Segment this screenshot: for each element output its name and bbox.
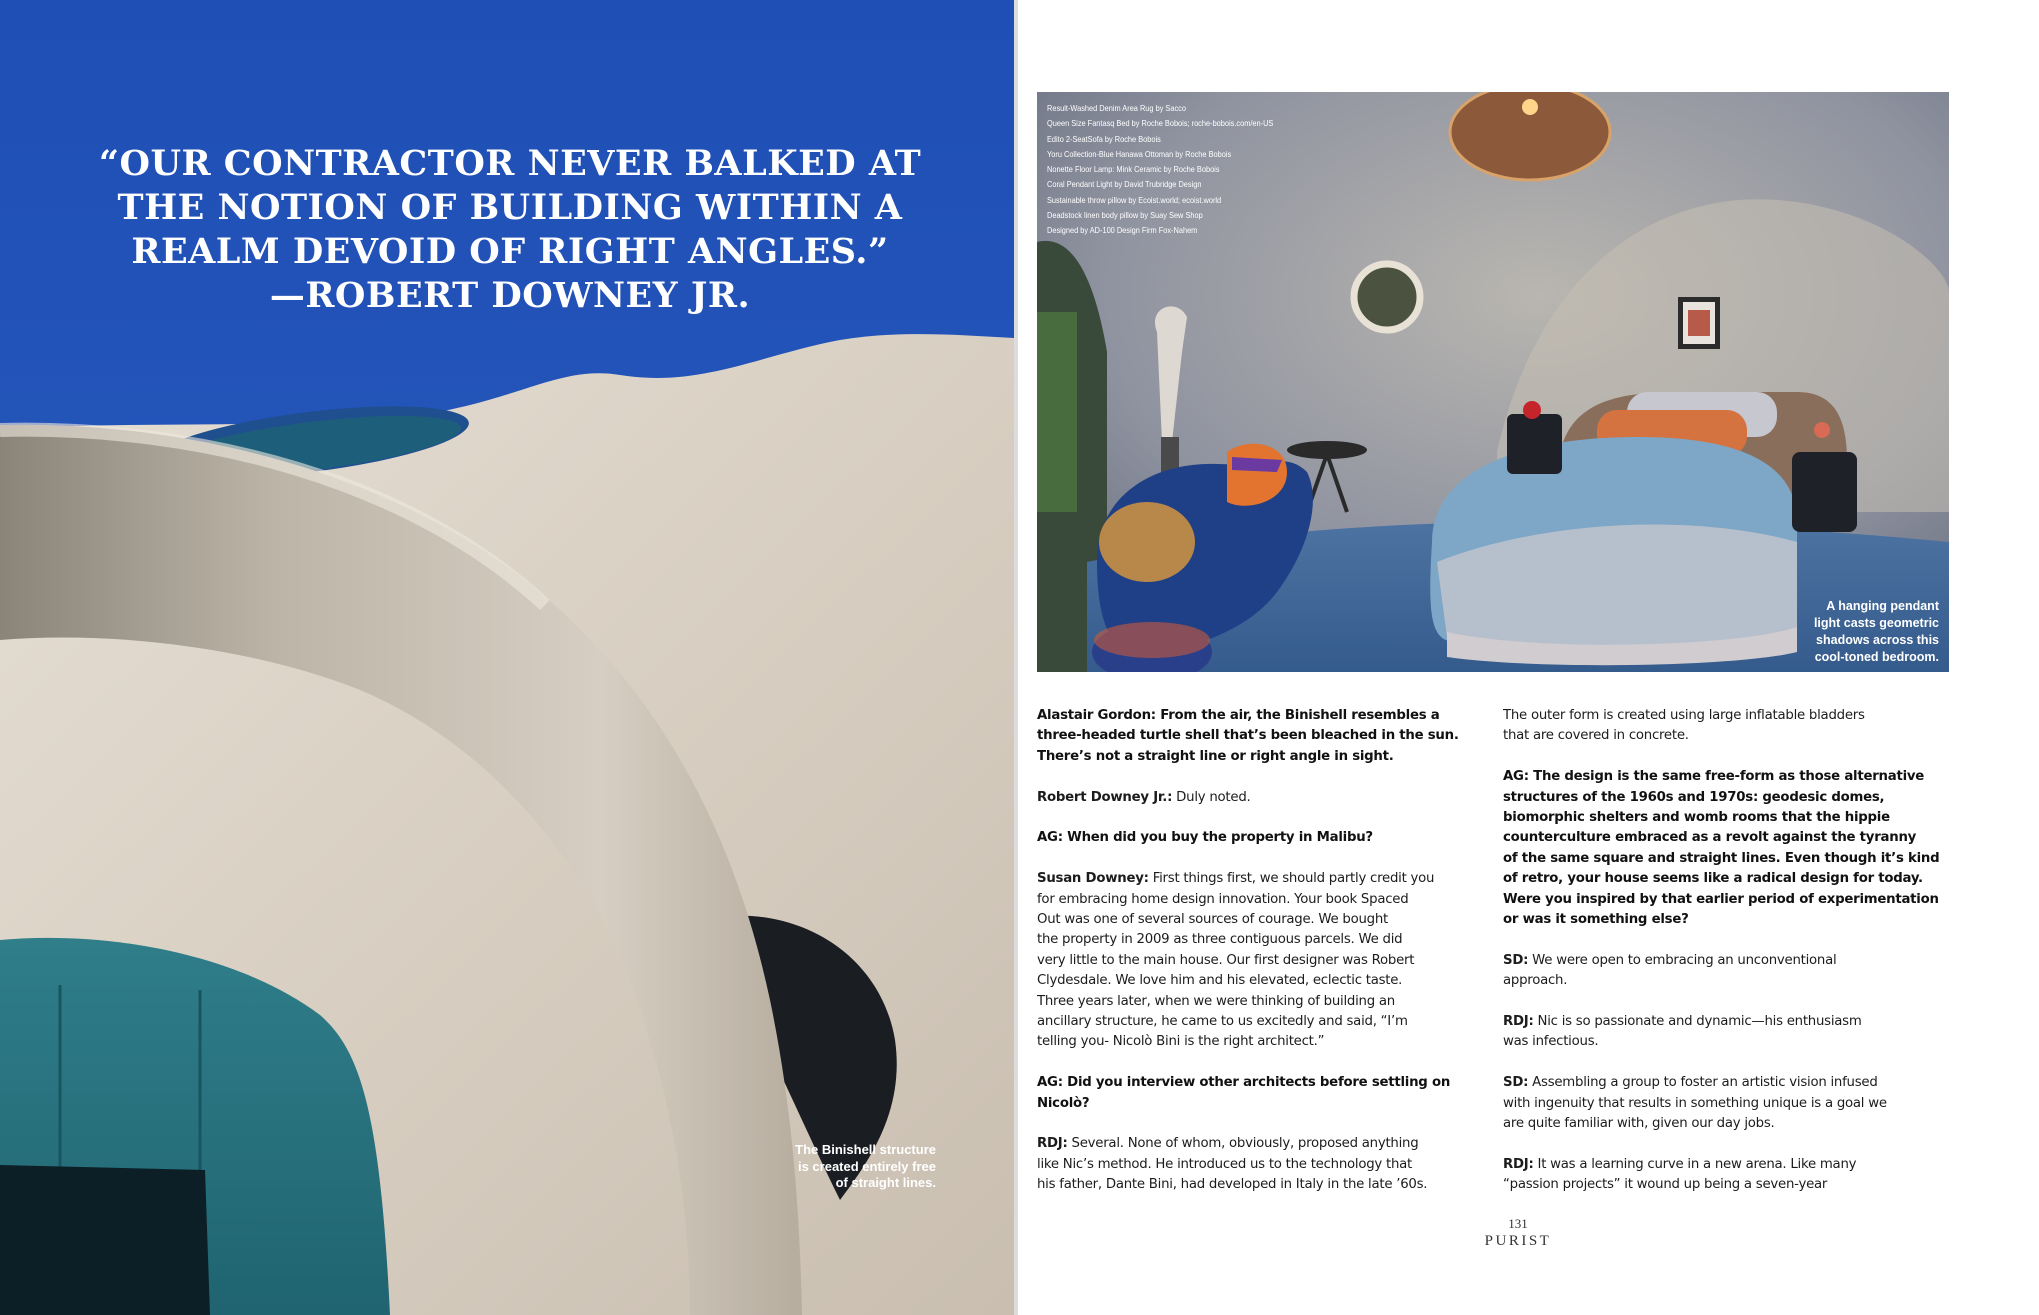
speaker-label: Robert Downey Jr.: xyxy=(1037,789,1173,805)
caption-line: cool-toned bedroom. xyxy=(1814,650,1939,664)
line-text: Several. None of whom, obviously, proposed anything xyxy=(1071,1136,1419,1152)
line-text: Assembling a group to foster an artistic vision infused xyxy=(1532,1075,1878,1091)
line-text: Alastair Gordon: From the air, the Binishell resembles a xyxy=(1037,708,1440,723)
line-text: that are covered in concrete. xyxy=(1503,728,1689,744)
interview-answer xyxy=(1503,951,1951,992)
text-line xyxy=(1037,971,1485,991)
interview-question xyxy=(1037,1073,1485,1114)
text-line xyxy=(1037,951,1485,971)
caption-line: light casts geometric xyxy=(1813,616,1939,630)
line-text: very little to the main house. Our first designer was Robert xyxy=(1037,952,1415,968)
line-text: approach. xyxy=(1503,973,1568,989)
caption-line: A hanging pendant xyxy=(1826,599,1939,613)
caption-line: shadows across this xyxy=(1816,633,1939,647)
text-line xyxy=(1037,1012,1485,1032)
text-line xyxy=(1037,788,1485,808)
interview-column-right xyxy=(1503,706,1951,1216)
text-line xyxy=(1503,951,1951,971)
line-text: structures of the 1960s and 1970s: geodesic domes, xyxy=(1503,789,1885,805)
speaker-label: Susan Downey: xyxy=(1037,871,1149,887)
right-page xyxy=(1018,0,2039,1315)
pull-quote-line: THE NOTION OF BUILDING WITHIN A xyxy=(117,187,903,228)
text-line xyxy=(1503,971,1951,991)
bedroom-caption xyxy=(1769,598,1939,666)
text-line xyxy=(1037,890,1485,910)
text-line xyxy=(1503,1114,1951,1134)
caption-line: is created entirely free xyxy=(797,1158,936,1174)
line-text: First things first, we should partly credit you xyxy=(1152,871,1435,887)
line-text: Were you inspired by that earlier period of experimentation xyxy=(1503,891,1939,907)
line-text: Nic is so passionate and dynamic—his enthusiasm xyxy=(1537,1014,1862,1030)
text-line xyxy=(1503,1175,1951,1195)
line-text: three-headed turtle shell that’s been bleached in the sun. xyxy=(1037,728,1459,744)
interview-answer xyxy=(1503,1155,1951,1196)
bedroom-photo xyxy=(1037,92,1949,672)
interview-column-left xyxy=(1037,706,1485,1216)
line-text: AG: When did you buy the property in Malibu? xyxy=(1037,830,1373,846)
line-text: like Nic’s method. He introduced us to the technology that xyxy=(1037,1156,1413,1172)
credit-line: Edito 2-SeatSofa by Roche Bobois xyxy=(1047,133,1161,144)
text-line xyxy=(1503,706,1951,726)
line-text: telling you- Nicolò Bini is the right architect.” xyxy=(1037,1034,1325,1050)
text-line xyxy=(1503,1094,1951,1114)
text-line xyxy=(1037,869,1485,889)
credit-line: Coral Pendant Light by David Trubridge Design xyxy=(1047,179,1202,190)
interview-answer xyxy=(1503,1012,1951,1053)
text-line xyxy=(1037,747,1485,767)
line-text: are quite familiar with, given our day jobs. xyxy=(1503,1116,1775,1132)
interview-answer xyxy=(1503,1073,1951,1134)
text-line xyxy=(1037,706,1485,726)
line-text: his father, Dante Bini, had developed in Italy in the late ’60s. xyxy=(1037,1177,1428,1193)
line-text: of the same square and straight lines. Even though it’s kind xyxy=(1503,850,1940,866)
text-line xyxy=(1503,1032,1951,1052)
line-text: was infectious. xyxy=(1503,1034,1599,1050)
line-text: There’s not a straight line or right angle in sight. xyxy=(1037,748,1394,764)
text-line xyxy=(1503,890,1951,910)
line-text: ancillary structure, he came to us excitedly and said, “I’m xyxy=(1037,1014,1408,1030)
text-line xyxy=(1037,726,1485,746)
text-line xyxy=(1503,1073,1951,1093)
interview-question xyxy=(1037,828,1485,848)
credit-line: Yoru Collection-Blue Hanawa Ottoman by Roche Bobois xyxy=(1047,148,1232,159)
line-text: the property in 2009 as three contiguous parcels. We did xyxy=(1037,932,1403,948)
interview-answer xyxy=(1037,788,1485,808)
line-text: with ingenuity that results in something unique is a goal we xyxy=(1503,1095,1887,1111)
caption-line: The Binishell structure xyxy=(795,1142,936,1157)
line-text: Duly noted. xyxy=(1176,789,1251,805)
page-number: 131 xyxy=(1508,1216,1528,1231)
text-line xyxy=(1037,828,1485,848)
line-text: AG: The design is the same free-form as those alternative xyxy=(1503,769,1925,785)
line-text: It was a learning curve in a new arena. Like many xyxy=(1537,1156,1857,1172)
line-text: Nicolò? xyxy=(1037,1095,1090,1111)
text-line xyxy=(1037,1134,1485,1154)
product-credits xyxy=(1047,101,1274,239)
line-text: of retro, your house seems like a radical design for today. xyxy=(1503,871,1923,887)
speaker-label: RDJ: xyxy=(1503,1014,1534,1030)
text-line xyxy=(1503,767,1951,787)
speaker-label: SD: xyxy=(1503,952,1529,968)
credit-line: Result-Washed Denim Area Rug by Sacco xyxy=(1047,103,1186,113)
text-line xyxy=(1037,1094,1485,1114)
pull-quote xyxy=(40,142,980,318)
text-line xyxy=(1503,849,1951,869)
photo-caption xyxy=(736,1142,936,1192)
text-line xyxy=(1503,1155,1951,1175)
line-text: The outer form is created using large inflatable bladders xyxy=(1503,708,1865,723)
text-line xyxy=(1037,1175,1485,1195)
line-text: Out was one of several sources of courage. We bought xyxy=(1037,912,1388,928)
pull-quote-line: “OUR CONTRACTOR NEVER BALKED AT xyxy=(98,143,922,184)
left-page xyxy=(0,0,1014,1315)
interview-question xyxy=(1037,706,1485,767)
line-text: “passion projects” it wound up being a seven-year xyxy=(1503,1177,1828,1193)
text-line xyxy=(1503,910,1951,930)
interview-answer xyxy=(1503,706,1951,747)
credit-line: Sustainable throw pillow by Ecoist.world; ecoist.world xyxy=(1047,194,1222,205)
line-text: Three years later, when we were thinking of building an xyxy=(1037,993,1395,1009)
line-text: We were open to embracing an unconventional xyxy=(1532,952,1837,968)
text-line xyxy=(1503,788,1951,808)
speaker-label: SD: xyxy=(1503,1075,1529,1091)
magazine-brand: PURIST xyxy=(1484,1233,1552,1249)
text-line xyxy=(1037,930,1485,950)
credit-line: Queen Size Fantasq Bed by Roche Bobois; roche-bobois.com/en-US xyxy=(1047,118,1274,129)
interview-question xyxy=(1503,767,1951,930)
caption-line: of straight lines. xyxy=(835,1175,936,1190)
pull-quote-attribution: —ROBERT DOWNEY JR. xyxy=(269,275,751,316)
line-text: for embracing home design innovation. Your book Spaced xyxy=(1037,891,1409,907)
text-line xyxy=(1037,1073,1485,1093)
text-line xyxy=(1037,1032,1485,1052)
line-text: AG: Did you interview other architects before settling on xyxy=(1037,1075,1451,1091)
pull-quote-line: REALM DEVOID OF RIGHT ANGLES.” xyxy=(131,231,889,272)
text-line xyxy=(1503,808,1951,828)
text-line xyxy=(1503,869,1951,889)
page-folio xyxy=(1418,1216,1618,1250)
interview-answer xyxy=(1037,869,1485,1053)
line-text: Clydesdale. We love him and his elevated, eclectic taste. xyxy=(1037,973,1403,989)
text-line xyxy=(1503,1012,1951,1032)
speaker-label: RDJ: xyxy=(1037,1136,1068,1152)
line-text: or was it something else? xyxy=(1503,912,1689,928)
line-text: biomorphic shelters and womb rooms that the hippie xyxy=(1503,810,1890,826)
text-line xyxy=(1503,726,1951,746)
text-line xyxy=(1503,828,1951,848)
credit-line: Deadstock linen body pillow by Suay Sew Shop xyxy=(1047,210,1203,221)
text-line xyxy=(1037,910,1485,930)
interview-answer xyxy=(1037,1134,1485,1195)
line-text: counterculture embraced as a revolt against the tyranny xyxy=(1503,830,1917,846)
credit-line: Designed by AD-100 Design Firm Fox-Nahem xyxy=(1047,225,1198,236)
credit-line: Nonette Floor Lamp: Mink Ceramic by Roche Bobois xyxy=(1047,164,1220,175)
text-line xyxy=(1037,992,1485,1012)
text-line xyxy=(1037,1155,1485,1175)
speaker-label: RDJ: xyxy=(1503,1156,1534,1172)
